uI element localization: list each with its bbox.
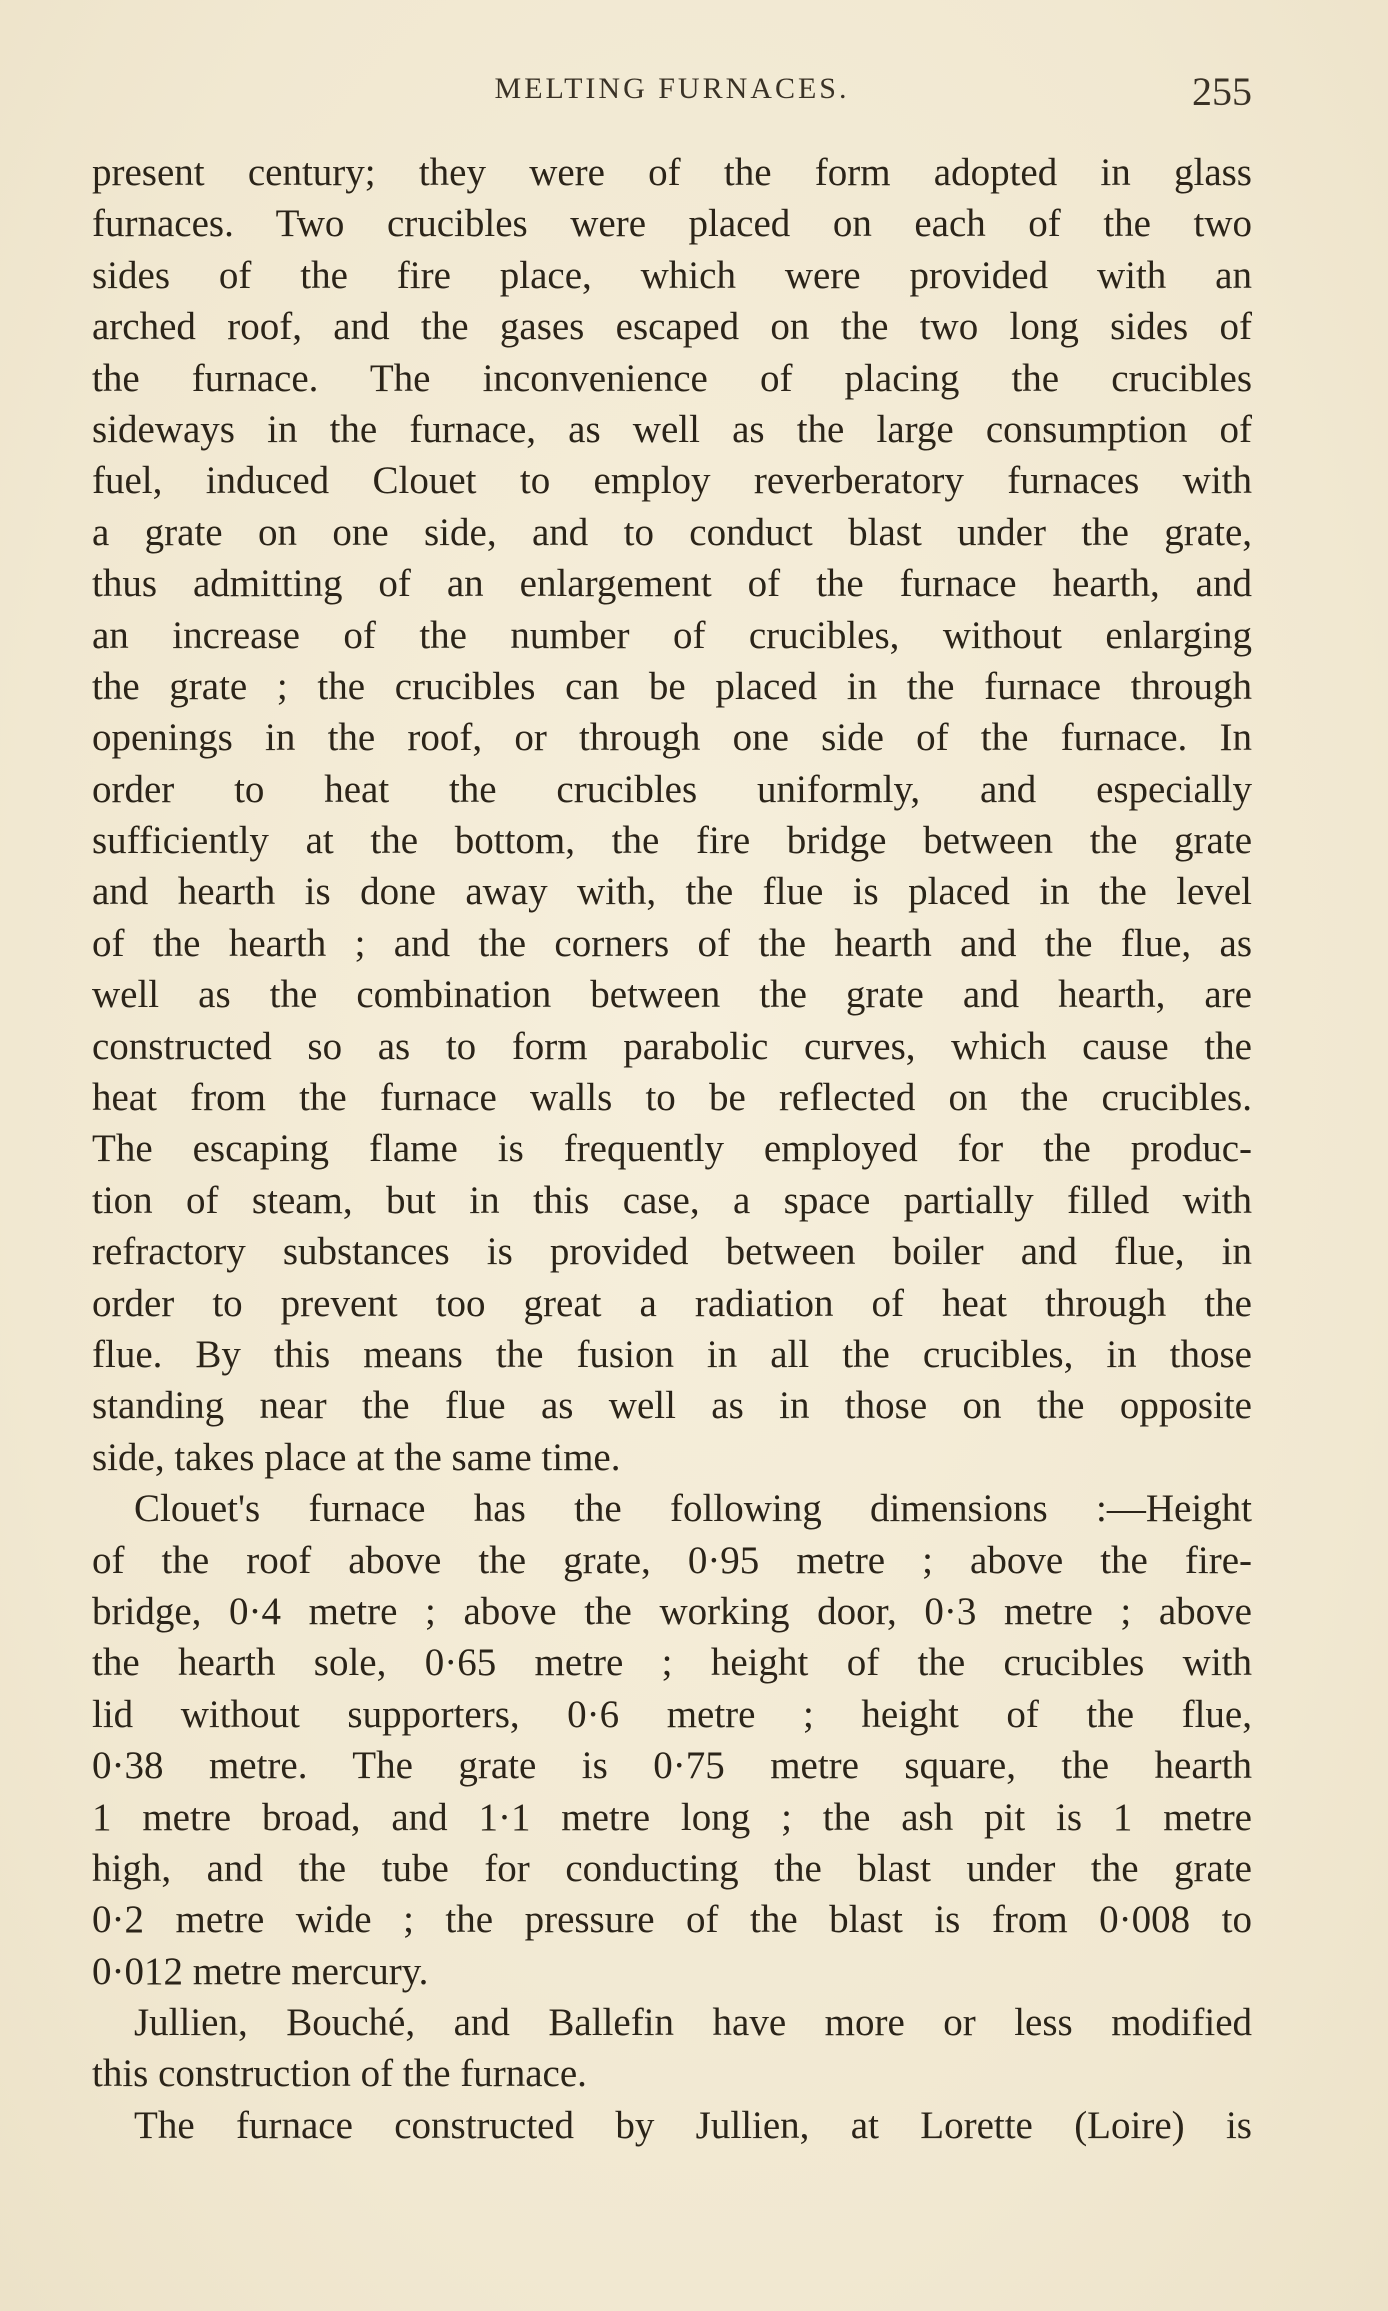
text-line: heat from the furnace walls to be reflected on the crucibles. xyxy=(92,1076,1252,1120)
text-line: the hearth sole, 0·65 metre ; height of the crucibles with xyxy=(92,1641,1252,1685)
text-line: and hearth is done away with, the flue is placed in the level xyxy=(92,870,1252,914)
text-line: bridge, 0·4 metre ; above the working door, 0·3 metre ; above xyxy=(92,1589,1252,1633)
text-line: constructed so as to form parabolic curves, which cause the xyxy=(92,1024,1252,1068)
text-line: well as the combination between the grate and hearth, are xyxy=(92,973,1252,1017)
text-line: 0·012 metre mercury. xyxy=(92,1949,429,1993)
body-text xyxy=(92,147,1252,2151)
page-number: 255 xyxy=(1192,69,1252,114)
text-line: of the hearth ; and the corners of the hearth and the flue, as xyxy=(92,921,1252,965)
text-line: this construction of the furnace. xyxy=(92,2052,587,2096)
running-head: MELTING FURNACES. xyxy=(494,72,850,105)
text-line: side, takes place at the same time. xyxy=(92,1435,621,1479)
text-line: The escaping flame is frequently employed for the produc- xyxy=(92,1127,1252,1171)
text-line: 1 metre broad, and 1·1 metre long ; the ash pit is 1 metre xyxy=(92,1795,1252,1839)
paragraph-2 xyxy=(92,1483,1252,1997)
text-line: openings in the roof, or through one side of the furnace. In xyxy=(92,716,1252,760)
text-line: of the roof above the grate, 0·95 metre ; above the fire- xyxy=(92,1538,1252,1582)
text-line: order to heat the crucibles uniformly, and especially xyxy=(92,767,1252,811)
paragraph-3 xyxy=(92,1997,1252,2100)
text-line: sideways in the furnace, as well as the large consumption of xyxy=(92,407,1252,451)
text-line: Jullien, Bouché, and Ballefin have more or less modified xyxy=(134,2001,1252,2045)
text-line: flue. By this means the fusion in all the crucibles, in those xyxy=(92,1332,1252,1376)
text-line: high, and the tube for conducting the blast under the grate xyxy=(92,1846,1252,1890)
text-line: 0·38 metre. The grate is 0·75 metre square, the hearth xyxy=(92,1744,1252,1788)
text-line: arched roof, and the gases escaped on the two long sides of xyxy=(92,305,1252,349)
text-line: order to prevent too great a radiation of heat through the xyxy=(92,1281,1252,1325)
text-line: sufficiently at the bottom, the fire bridge between the grate xyxy=(92,819,1252,863)
text-line: thus admitting of an enlargement of the furnace hearth, and xyxy=(92,562,1252,606)
text-line: a grate on one side, and to conduct blast under the grate, xyxy=(92,510,1252,554)
text-line: The furnace constructed by Jullien, at Lorette (Loire) is xyxy=(134,2103,1252,2147)
text-line: 0·2 metre wide ; the pressure of the blast is from 0·008 to xyxy=(92,1898,1252,1942)
paragraph-1 xyxy=(92,147,1252,1483)
text-line: an increase of the number of crucibles, without enlarging xyxy=(92,613,1252,657)
text-line: refractory substances is provided between boiler and flue, in xyxy=(92,1230,1252,1274)
text-line: the furnace. The inconvenience of placing the crucibles xyxy=(92,356,1252,400)
text-line: lid without supporters, 0·6 metre ; height of the flue, xyxy=(92,1692,1252,1736)
text-line: the grate ; the crucibles can be placed in the furnace through xyxy=(92,664,1252,708)
text-line: Clouet's furnace has the following dimensions :—Height xyxy=(134,1487,1252,1531)
text-line: standing near the flue as well as in those on the opposite xyxy=(92,1384,1252,1428)
text-line: sides of the fire place, which were provided with an xyxy=(92,253,1252,297)
text-line: fuel, induced Clouet to employ reverberatory furnaces with xyxy=(92,459,1252,503)
paragraph-4 xyxy=(92,2100,1252,2151)
page-header xyxy=(92,68,1252,120)
text-line: tion of steam, but in this case, a space partially filled with xyxy=(92,1178,1252,1222)
text-line: present century; they were of the form adopted in glass xyxy=(92,151,1252,194)
text-line: furnaces. Two crucibles were placed on each of the two xyxy=(92,202,1252,246)
